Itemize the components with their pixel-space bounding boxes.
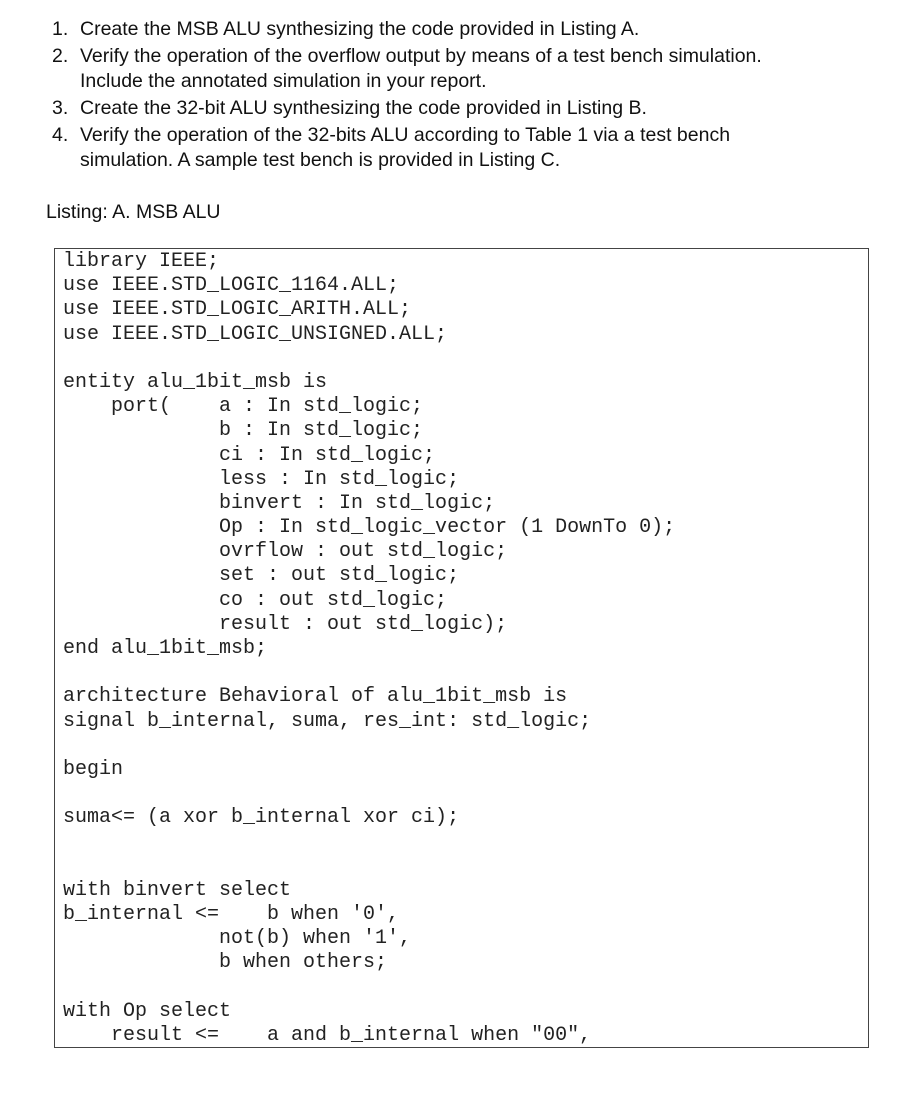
instruction-item	[52, 96, 852, 121]
code-line: set : out std_logic;	[63, 564, 460, 588]
code-line: port( a : In std_logic;	[63, 395, 424, 419]
code-line: ovrflow : out std_logic;	[63, 540, 508, 564]
code-line: library IEEE;	[63, 250, 220, 273]
instruction-text: Create the MSB ALU synthesizing the code provided in Listing A.	[80, 18, 640, 40]
instructions-list	[52, 17, 852, 175]
code-line	[63, 831, 675, 855]
code-line: with binvert select	[63, 878, 292, 902]
code-line: end alu_1bit_msb;	[63, 637, 268, 660]
code-line: b : In std_logic;	[63, 419, 424, 443]
instruction-text: Verify the operation of the overflow output by means of a test bench simulation.	[80, 45, 762, 67]
code-line: result <= a and b_internal when "00",	[63, 1024, 592, 1047]
code-block	[63, 250, 675, 1048]
code-line: ci : In std_logic;	[63, 443, 436, 467]
code-line: co : out std_logic;	[63, 588, 448, 612]
code-line	[63, 855, 675, 879]
code-line: suma<= (a xor b_internal xor ci);	[63, 806, 460, 830]
code-line: use IEEE.STD_LOGIC_1164.ALL;	[63, 274, 400, 298]
instruction-text: simulation. A sample test bench is provided in Listing C.	[80, 149, 561, 171]
code-line: result : out std_logic);	[63, 612, 508, 636]
instruction-text: Include the annotated simulation in your report.	[80, 70, 487, 92]
code-line: not(b) when '1',	[63, 927, 412, 951]
code-line: with Op select	[63, 999, 232, 1023]
code-line: entity alu_1bit_msb is	[63, 370, 328, 394]
instruction-text: Verify the operation of the 32-bits ALU according to Table 1 via a test bench	[80, 124, 731, 146]
instruction-item	[52, 123, 852, 173]
code-line: Op : In std_logic_vector (1 DownTo 0);	[63, 516, 676, 540]
code-line: use IEEE.STD_LOGIC_ARITH.ALL;	[63, 298, 412, 322]
code-line	[63, 976, 675, 1000]
instruction-number: 1.	[52, 18, 69, 40]
instruction-text: Create the 32-bit ALU synthesizing the code provided in Listing B.	[80, 97, 647, 119]
code-line	[63, 734, 675, 758]
code-line: signal b_internal, suma, res_int: std_logic;	[63, 709, 592, 733]
code-line	[63, 347, 675, 371]
code-line: less : In std_logic;	[63, 467, 460, 491]
instruction-number: 4.	[52, 124, 69, 146]
code-line	[63, 782, 675, 806]
listing-title: Listing: A. MSB ALU	[46, 201, 221, 223]
code-line	[63, 661, 675, 685]
instruction-number: 2.	[52, 45, 69, 67]
code-line: architecture Behavioral of alu_1bit_msb is	[63, 685, 568, 709]
code-line: binvert : In std_logic;	[63, 491, 496, 515]
instruction-number: 3.	[52, 97, 69, 119]
code-line: b when others;	[63, 951, 388, 975]
code-line: b_internal <= b when '0',	[63, 903, 400, 927]
instruction-item	[52, 17, 852, 42]
code-listing-box	[54, 248, 869, 1048]
code-line: use IEEE.STD_LOGIC_UNSIGNED.ALL;	[63, 322, 448, 346]
instruction-item	[52, 44, 852, 94]
code-line: begin	[63, 757, 124, 781]
